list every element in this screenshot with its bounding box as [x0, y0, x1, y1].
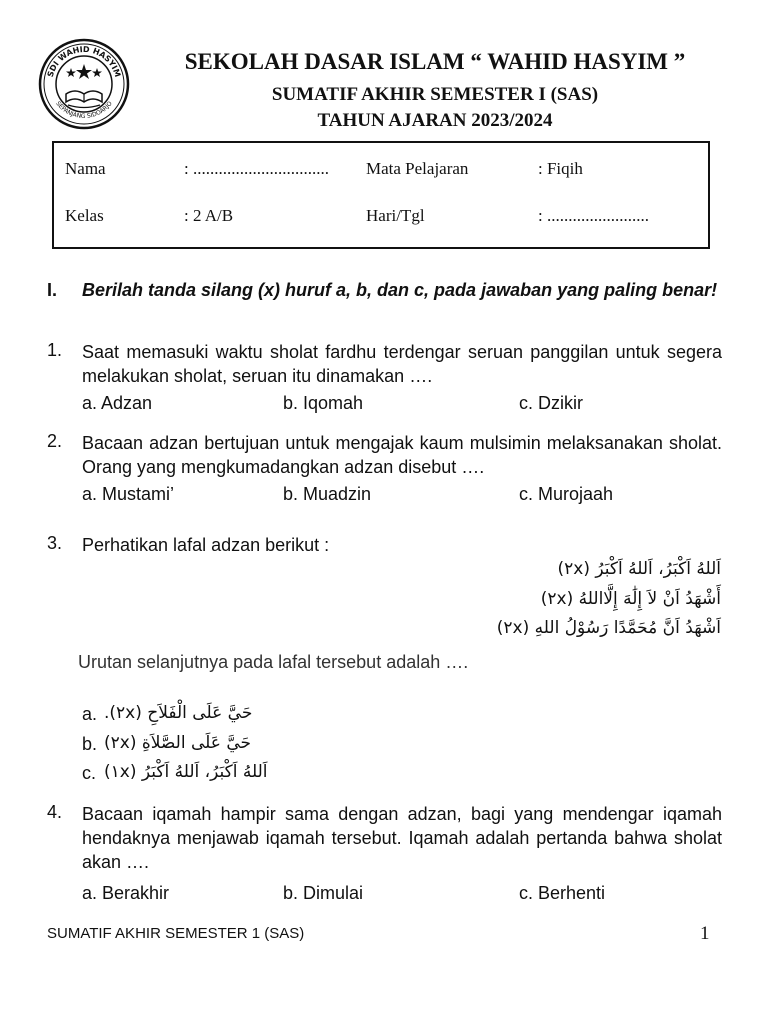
option-a-arabic: حَيَّ عَلَى الْفَلاَحِ (٢x).: [104, 703, 253, 723]
option-a: a. Berakhir: [82, 883, 170, 903]
kelas-value: : 2 A/B: [184, 206, 234, 225]
option-c-arabic: اَللهُ اَكْبَرُ، اَللهُ اَكْبَرُ (١x): [104, 762, 268, 782]
logo-text-bottom: SEPANJANG SIDOARJO: [54, 100, 114, 121]
question-text: Saat memasuki waktu sholat fardhu terdengar seruan panggilan untuk segera melakukan sholat, seruan itu dinamakan ….: [82, 342, 722, 386]
mapel-label: Mata Pelajaran: [366, 159, 469, 178]
question-text: Perhatikan lafal adzan berikut :: [82, 535, 330, 555]
option-b-arabic: حَيَّ عَلَى الصَّلاَةِ (٢x): [104, 733, 252, 753]
section-instruction: Berilah tanda silang (x) huruf a, b, dan c, pada jawaban yang paling benar!: [82, 280, 718, 300]
hari-value: : ........................: [538, 206, 649, 225]
option-c: c. Dzikir: [519, 393, 583, 413]
page-number: 1: [700, 923, 710, 944]
student-info-box: [52, 141, 710, 249]
nama-value: : ................................: [184, 159, 329, 178]
question-number: 4.: [47, 802, 63, 822]
question-number: 2.: [47, 431, 63, 451]
option-a: a. Adzan: [82, 393, 153, 413]
kelas-label: Kelas: [65, 206, 104, 225]
question-number: 3.: [47, 533, 63, 553]
question-text: Bacaan iqamah hampir sama dengan adzan, bagi yang mendengar iqamah hendaknya menjawab iqamah tersebut. Iqamah adalah pertanda bahwa sholat akan ….: [82, 804, 722, 872]
hari-label: Hari/Tgl: [366, 206, 425, 225]
section-number: I.: [47, 280, 58, 300]
exam-title: SUMATIF AKHIR SEMESTER I (SAS): [271, 84, 599, 105]
arabic-line: أَشْهَدُ اَنْ لاَ إِلَٰهَ إِلَّااللهُ (٢x): [540, 589, 721, 609]
option-b: b. Iqomah: [283, 393, 364, 413]
option-b: b. Muadzin: [283, 484, 372, 504]
footer-title: SUMATIF AKHIR SEMESTER 1 (SAS): [47, 925, 305, 942]
logo-text-top: SDI WAHID HASYIM: [45, 44, 123, 79]
option-b-letter: b.: [82, 734, 98, 754]
arabic-line: اَشْهَدُ اَنَّ مُحَمَّدًا رَسُوْلُ اللهِ (٢x): [496, 618, 721, 638]
option-c-letter: c.: [82, 763, 97, 783]
academic-year: TAHUN AJARAN 2023/2024: [317, 110, 553, 131]
option-a: a. Mustami’: [82, 484, 175, 504]
arabic-line: اَللهُ اَكْبَرُ، اَللهُ اَكْبَرُ (٢x): [557, 559, 721, 579]
question-number: 1.: [47, 340, 63, 360]
option-b: b. Dimulai: [283, 883, 364, 903]
school-logo: [38, 38, 130, 130]
option-c: c. Murojaah: [519, 484, 614, 504]
option-c: c. Berhenti: [519, 883, 606, 903]
option-a-letter: a.: [82, 704, 98, 724]
question-followup: Urutan selanjutnya pada lafal tersebut adalah ….: [78, 652, 469, 672]
school-name: SEKOLAH DASAR ISLAM “ WAHID HASYIM ”: [184, 49, 686, 74]
question-text: Bacaan adzan bertujuan untuk mengajak kaum mulsimin melaksanakan sholat. Orang yang mengkumadangkan adzan disebut ….: [82, 433, 722, 477]
mapel-value: : Fiqih: [538, 159, 583, 178]
nama-label: Nama: [65, 159, 106, 178]
